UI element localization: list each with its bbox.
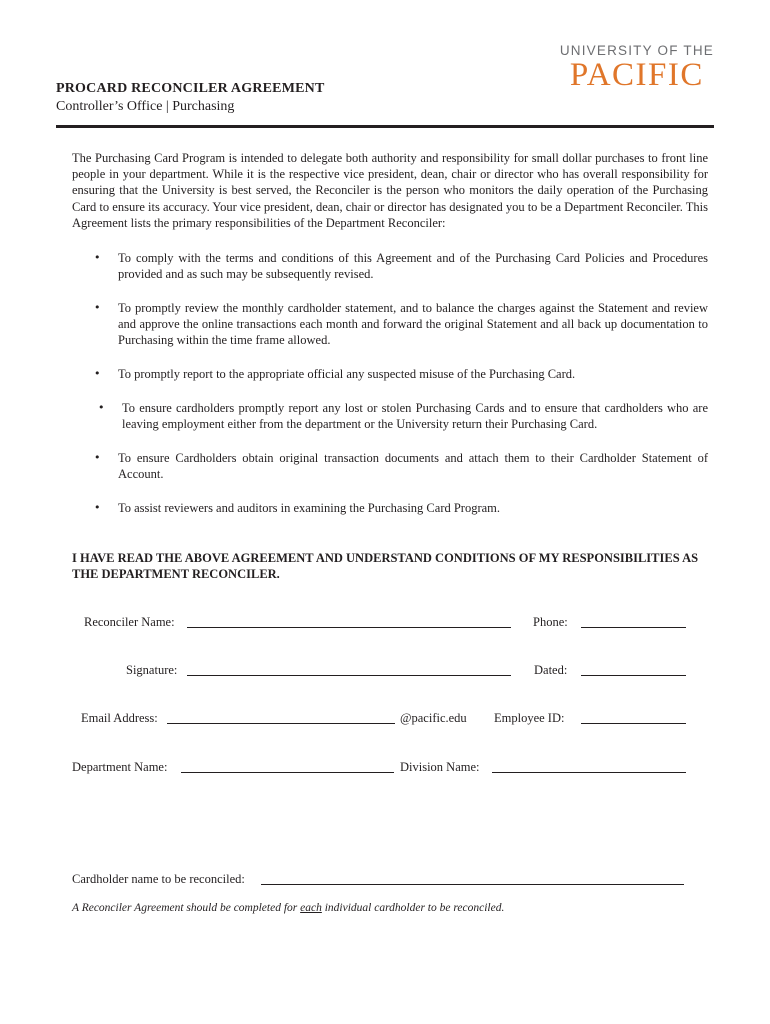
signature-field[interactable]	[187, 675, 511, 676]
email-field[interactable]	[167, 723, 395, 724]
header-divider	[56, 125, 714, 128]
document-title: PROCARD RECONCILER AGREEMENT	[56, 81, 325, 96]
responsibility-item: • To ensure cardholders promptly report any lost or stolen Purchasing Cards and to ensure that cardholders who are leaving employment either from the department or the University return their Purchasing Card.	[122, 400, 708, 432]
employee-id-label: Employee ID:	[494, 711, 565, 725]
footnote-emphasis: each	[300, 902, 322, 914]
footnote-post: individual cardholder to be reconciled.	[321, 902, 505, 914]
intro-paragraph: The Purchasing Card Program is intended to delegate both authority and responsibility for small dollar purchases to front line people in your department. While it is the respective vice president, dean, chair or director who has overall responsibility for ensuring that the University is best served, the Reconciler is the person who monitors the daily operation of the Purchasing Card to ensure its accuracy. Your vice president, dean, chair or director has designated you to be a Department Reconciler. This Agreement lists the primary responsibilities of the Department Reconciler:	[72, 151, 708, 230]
responsibility-item: • To assist reviewers and auditors in examining the Purchasing Card Program.	[118, 500, 708, 516]
department-name-label: Department Name:	[72, 760, 168, 774]
reconciler-name-label: Reconciler Name:	[84, 615, 175, 629]
email-domain-label: @pacific.edu	[400, 711, 467, 725]
signature-label: Signature:	[126, 663, 178, 677]
dated-field[interactable]	[581, 675, 686, 676]
division-name-label: Division Name:	[400, 760, 480, 774]
university-logo	[560, 44, 714, 92]
phone-field[interactable]	[581, 627, 686, 628]
logo-main-text: PACIFIC	[569, 57, 704, 93]
responsibility-item: • To ensure Cardholders obtain original transaction documents and attach them to their Cardholder Statement of Account.	[118, 450, 708, 482]
email-label: Email Address:	[81, 711, 158, 725]
document-subtitle: Controller’s Office | Purchasing	[56, 99, 235, 114]
cardholder-name-field[interactable]	[261, 884, 684, 885]
responsibility-item: • To promptly review the monthly cardholder statement, and to balance the charges against the Statement and review and approve the online transactions each month and forward the original Statement and all back up documentation to Purchasing within the time frame allowed.	[118, 300, 708, 348]
department-name-field[interactable]	[181, 772, 394, 773]
responsibility-item: • To promptly report to the appropriate official any suspected misuse of the Purchasing Card.	[118, 366, 708, 382]
responsibility-item: • To comply with the terms and conditions of this Agreement and of the Purchasing Card Policies and Procedures provided and as such may be subsequently revised.	[118, 250, 708, 282]
dated-label: Dated:	[534, 663, 568, 677]
footnote	[72, 902, 504, 914]
reconciler-name-field[interactable]	[187, 627, 511, 628]
acknowledgement-statement: I HAVE READ THE ABOVE AGREEMENT AND UNDERSTAND CONDITIONS OF MY RESPONSIBILITIES AS THE DEPARTMENT RECONCILER.	[72, 551, 699, 581]
logo-top-text: UNIVERSITY OF THE	[559, 43, 714, 58]
footnote-pre: A Reconciler Agreement should be completed for	[72, 902, 301, 914]
employee-id-field[interactable]	[581, 723, 686, 724]
phone-label: Phone:	[533, 615, 568, 629]
division-name-field[interactable]	[492, 772, 686, 773]
cardholder-name-label: Cardholder name to be reconciled:	[72, 872, 245, 886]
